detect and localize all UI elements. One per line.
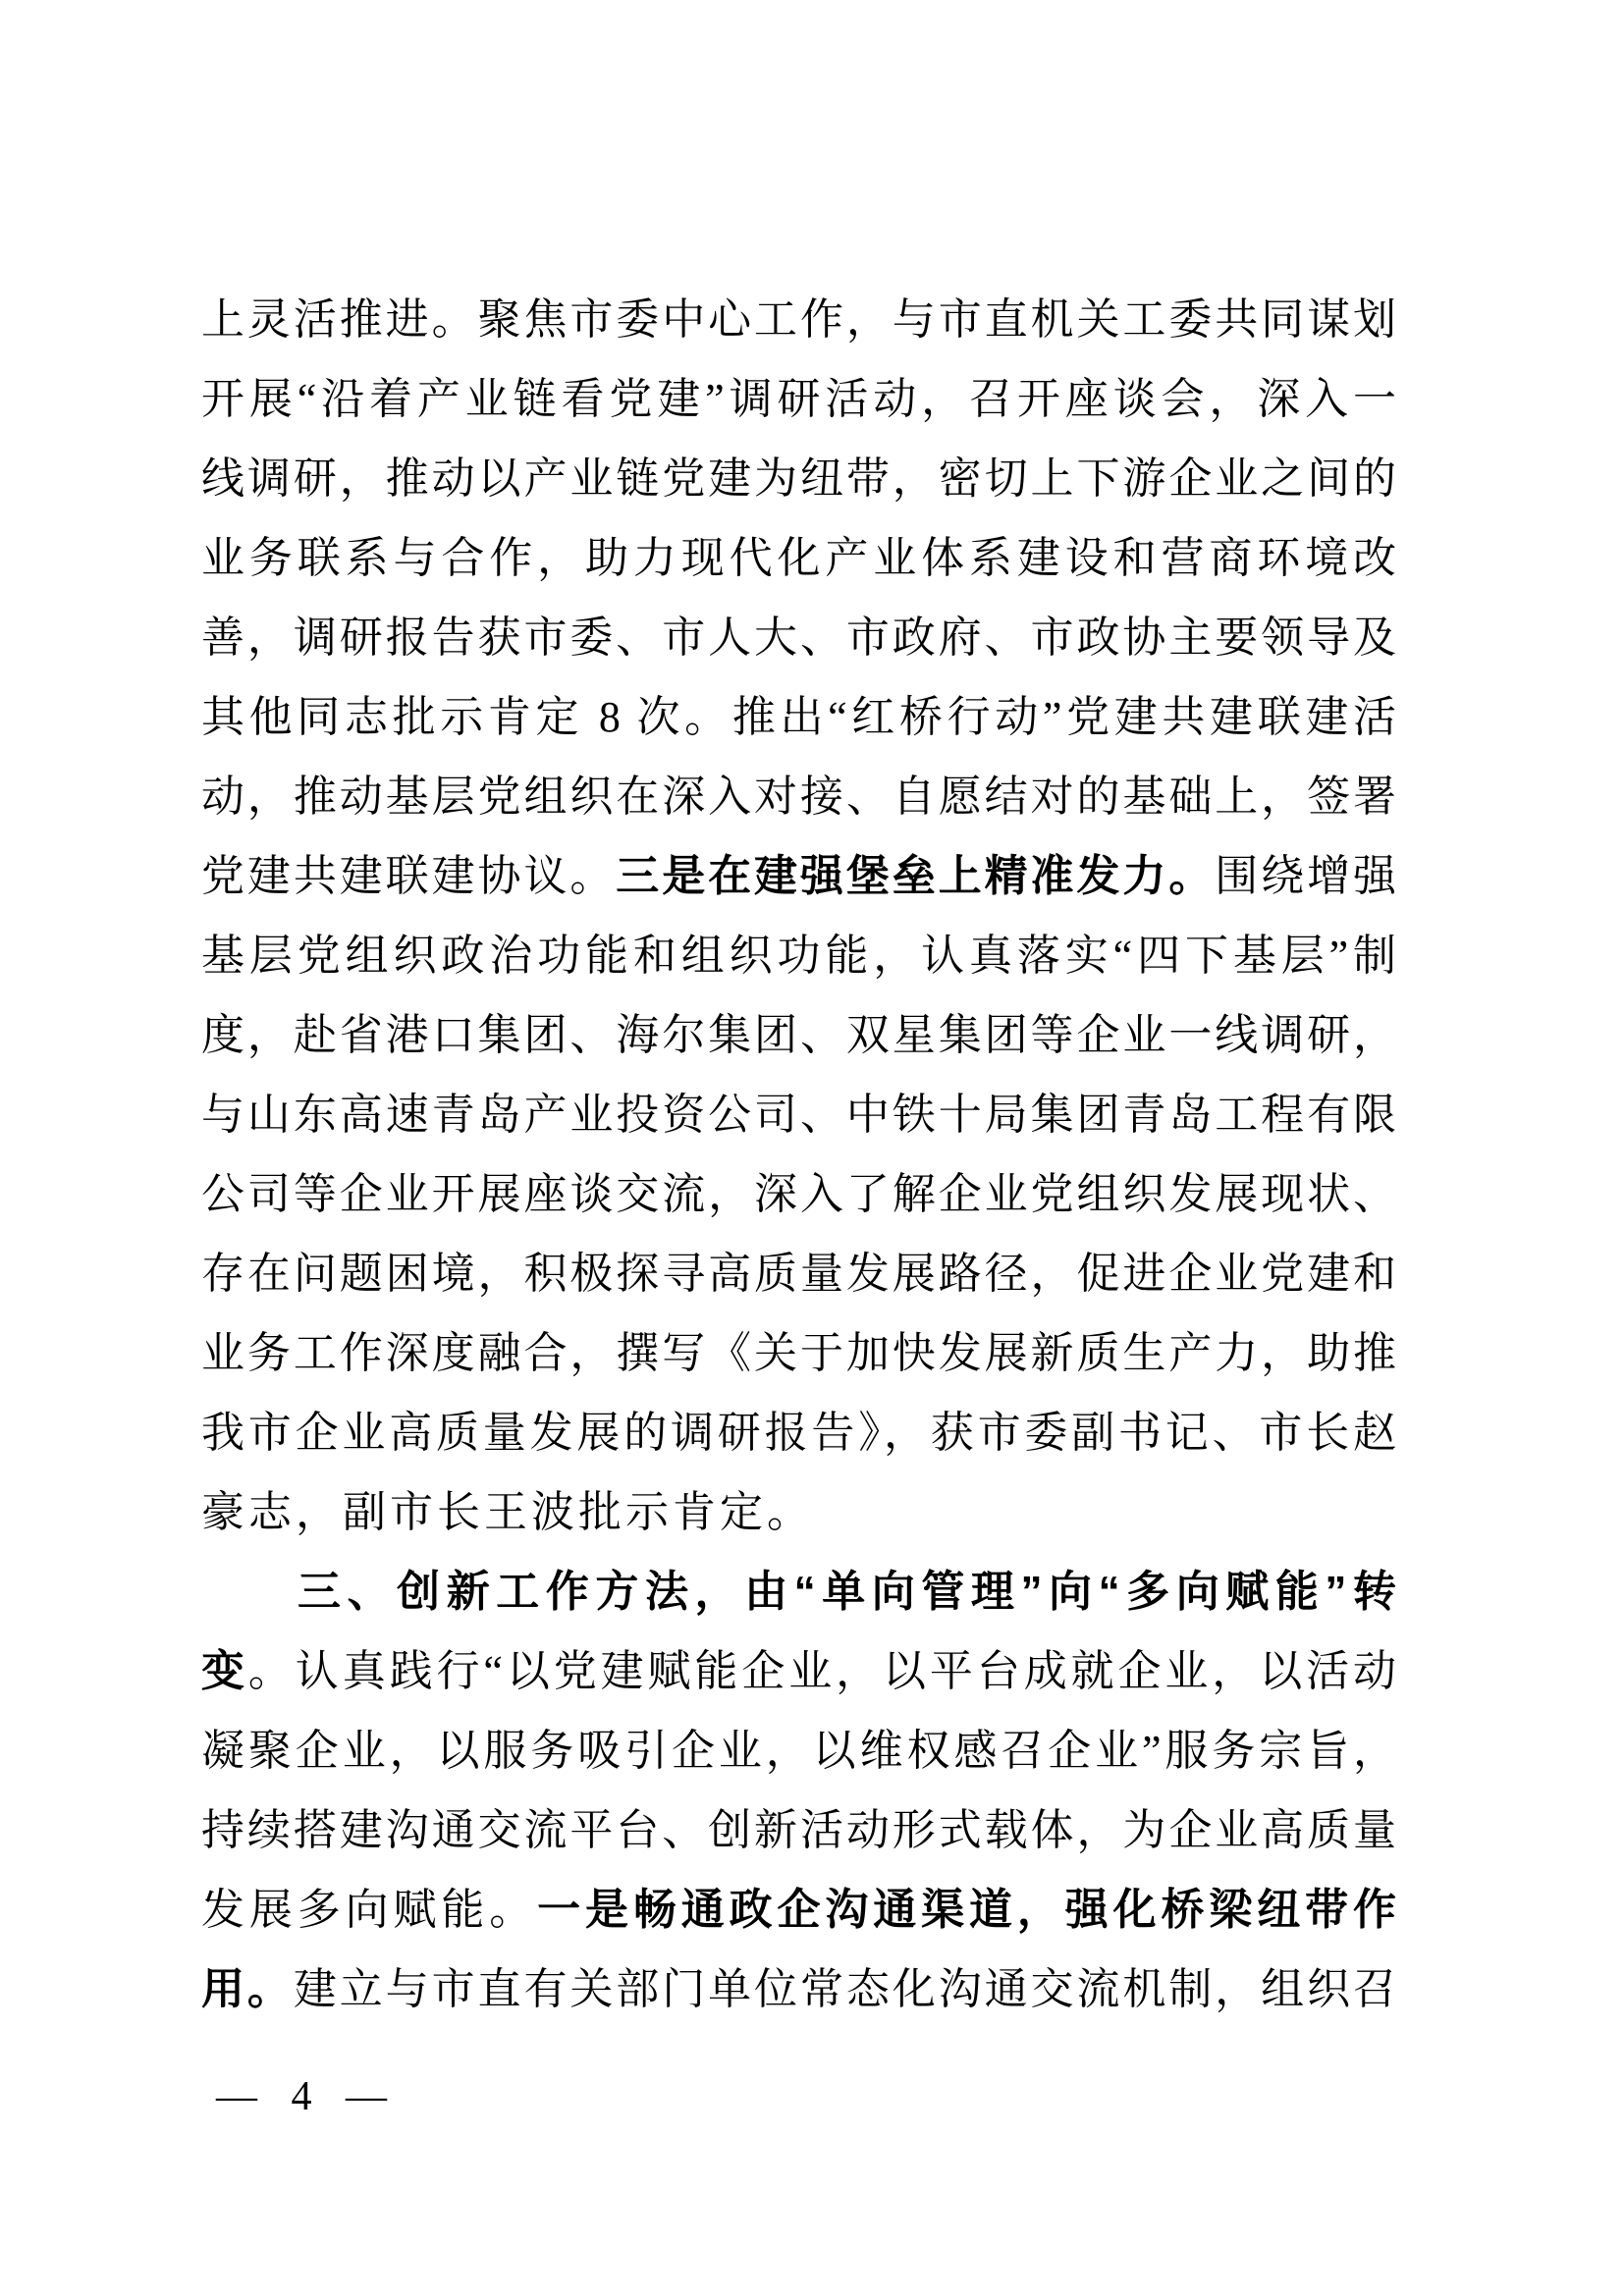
text-line [201, 836, 1397, 916]
text-line [201, 1154, 1397, 1234]
body-text: 业务工作深度融合，撰写《关于加快发展新质生产力，助推 [201, 1329, 1397, 1377]
body-text: 建立与市直有关部门单位常态化沟通交流机制，组织召 [293, 1965, 1398, 2013]
body-text: 度，赴省港口集团、海尔集团、双星集团等企业一线调研， [201, 1011, 1397, 1059]
text-line [201, 1393, 1397, 1472]
text-line [201, 1949, 1397, 2029]
body-text: 凝聚企业，以服务吸引企业，以维权感召企业”服务宗旨， [201, 1727, 1397, 1775]
section-heading-text: 变 [201, 1647, 248, 1695]
body-text: 围绕增强 [1215, 852, 1398, 900]
body-text: 我市企业高质量发展的调研报告》，获市委副书记、市长赵 [201, 1409, 1397, 1457]
body-text: 开展“沿着产业链看党建”调研活动，召开座谈会，深入一 [201, 375, 1397, 423]
text-line [201, 1472, 1397, 1552]
section-heading-line [201, 1552, 1397, 1631]
text-line [201, 677, 1397, 757]
body-text: 基层党组织政治功能和组织功能，认真落实“四下基层”制 [201, 932, 1397, 980]
text-line [201, 280, 1397, 359]
bold-emphasis-text: 一是畅通政企沟通渠道，强化桥梁纽带作 [537, 1886, 1397, 1934]
text-line [201, 1631, 1397, 1711]
body-text: 业务联系与合作，助力现代化产业体系建设和营商环境改 [201, 534, 1397, 582]
body-text: 持续搭建沟通交流平台、创新活动形式载体，为企业高质量 [201, 1806, 1397, 1854]
body-text: 其他同志批示肯定 8 次。推出“红桥行动”党建共建联建活 [201, 693, 1397, 741]
body-text: 上灵活推进。聚焦市委中心工作，与市直机关工委共同谋划 [201, 295, 1397, 344]
section-heading-text: 三、创新工作方法，由“单向管理”向“多向赋能”转 [298, 1568, 1397, 1616]
body-text: 发展多向赋能。 [201, 1886, 538, 1934]
text-line [201, 518, 1397, 598]
text-line [201, 995, 1397, 1075]
body-text: 党建共建联建协议。 [201, 852, 617, 900]
text-line [201, 757, 1397, 836]
body-text: 公司等企业开展座谈交流，深入了解企业党组织发展现状、 [201, 1170, 1397, 1218]
body-text: 善，调研报告获市委、市人大、市政府、市政协主要领导及 [201, 614, 1397, 662]
text-line [201, 359, 1397, 439]
text-line [201, 439, 1397, 518]
document-body [201, 280, 1397, 2029]
body-text: 与山东高速青岛产业投资公司、中铁十局集团青岛工程有限 [201, 1091, 1397, 1139]
bold-emphasis-text: 用。 [201, 1965, 294, 2013]
text-line [201, 1075, 1397, 1154]
body-text: 动，推动基层党组织在深入对接、自愿结对的基础上，签署 [201, 773, 1397, 821]
text-line [201, 1790, 1397, 1870]
body-text: 。认真践行“以党建赋能企业，以平台成就企业，以活动 [247, 1647, 1398, 1695]
text-line [201, 598, 1397, 677]
body-text: 线调研，推动以产业链党建为纽带，密切上下游企业之间的 [201, 454, 1397, 503]
body-text: 豪志，副市长王波批示肯定。 [201, 1488, 814, 1536]
text-line [201, 916, 1397, 995]
text-line [201, 1870, 1397, 1949]
text-line [201, 1711, 1397, 1790]
page-number: — 4 — [216, 2074, 391, 2119]
body-text: 存在问题困境，积极探寻高质量发展路径，促进企业党建和 [201, 1250, 1397, 1298]
bold-emphasis-text: 三是在建强堡垒上精准发力。 [616, 852, 1216, 900]
text-line [201, 1234, 1397, 1313]
text-line [201, 1313, 1397, 1393]
